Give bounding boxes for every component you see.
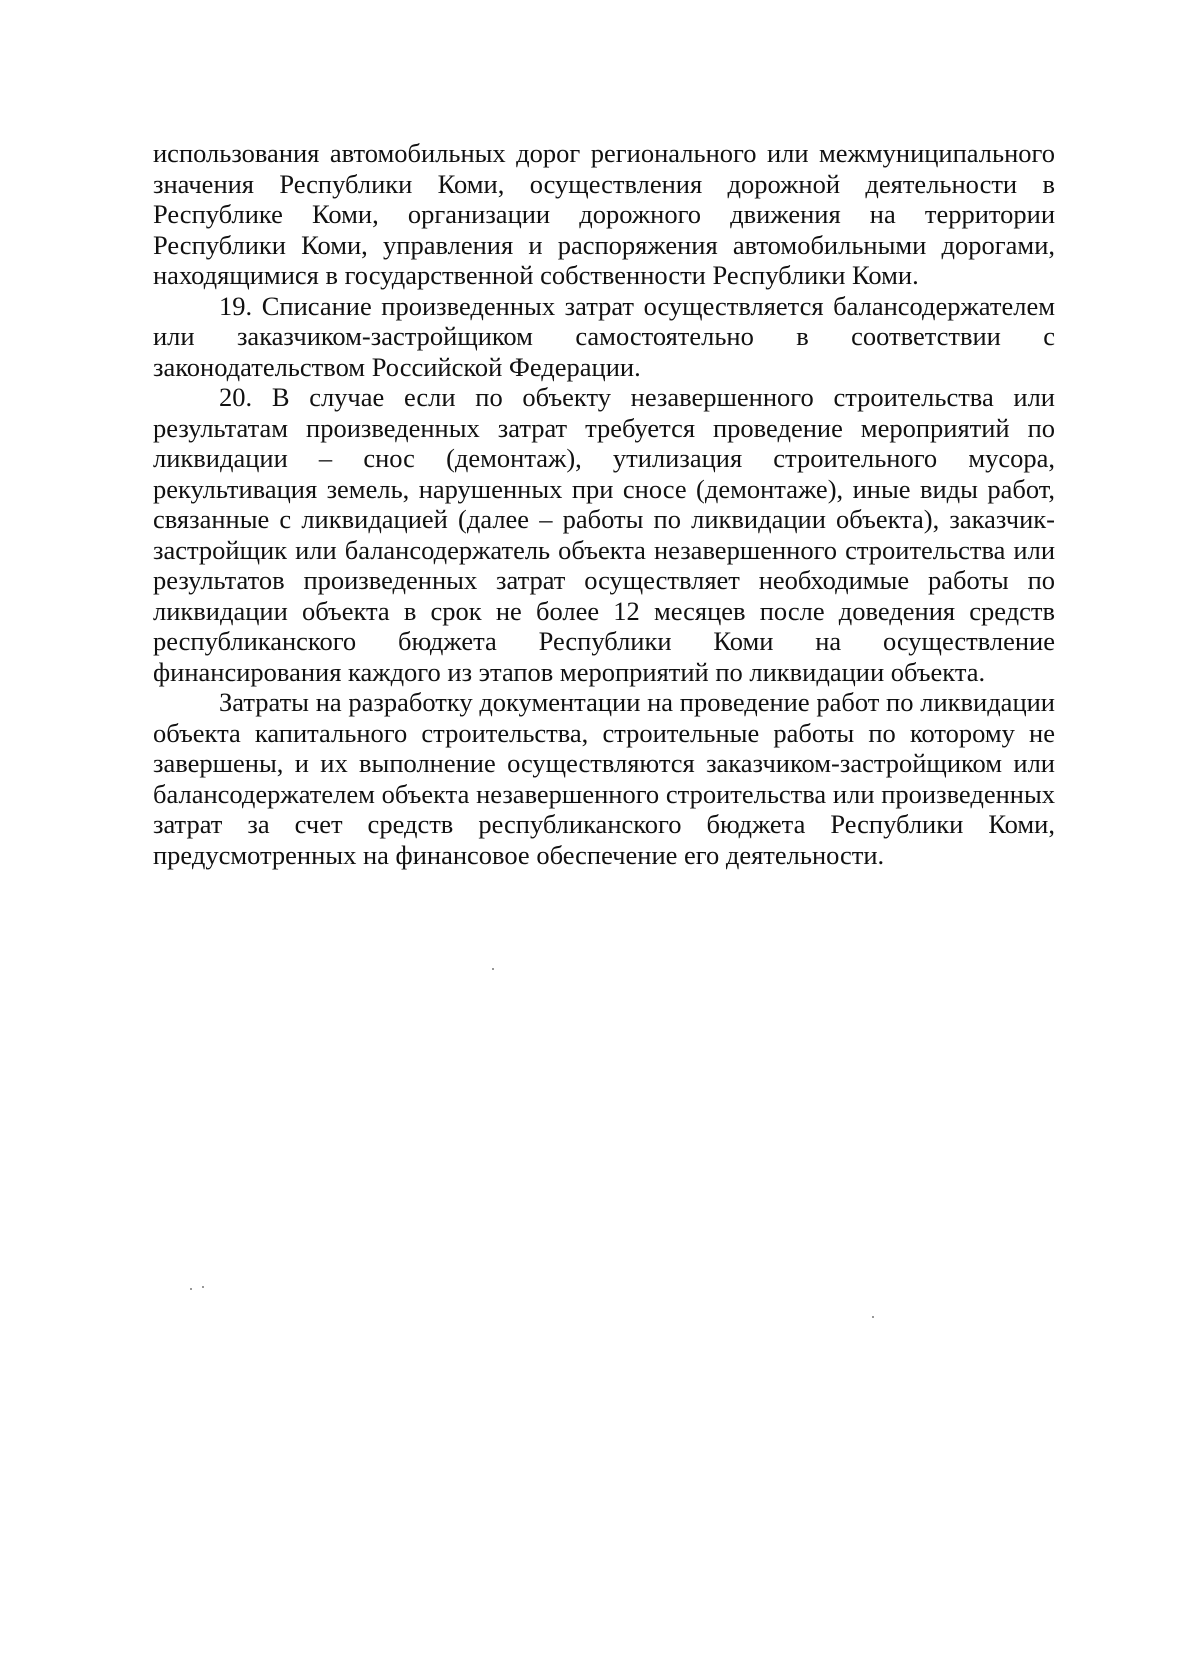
paragraph-item-19: 19. Списание произведенных затрат осуществляется балансодержателем или заказчиком-застройщиком самостоятельно в соответствии с законодательством Российской Федерации. (153, 290, 1055, 382)
scan-speck (492, 968, 494, 970)
document-body (153, 138, 1055, 870)
paragraph-item-20: 20. В случае если по объекту незавершенного строительства или результатам произведенных затрат требуется проведение мероприятий по ликвидации – снос (демонтаж), утилизация строительного мусора, рекультивация земель, нарушенных при сносе (демонтаже), иные виды работ, связанные с ликвидацией (далее – работы по ликвидации объекта), заказчик-застройщик или балансодержатель объекта незавершенного строительства или результатов произведенных затрат осуществляет необходимые работы по ликвидации объекта в срок не более 12 месяцев после доведения средств республиканского бюджета Республики Коми на осуществление финансирования каждого из этапов мероприятий по ликвидации объекта. (153, 382, 1055, 687)
paragraph-costs: Затраты на разработку документации на проведение работ по ликвидации объекта капитального строительства, строительные работы по которому не завершены, и их выполнение осуществляются заказчиком-застройщиком или балансодержателем объекта незавершенного строительства или произведенных затрат за счет средств республиканского бюджета Республики Коми, предусмотренных на финансовое обеспечение его деятельности. (153, 687, 1055, 870)
scan-speck (872, 1316, 874, 1318)
scan-speck (202, 1286, 204, 1288)
paragraph-continuation: использования автомобильных дорог регионального или межмуниципального значения Республики Коми, осуществления дорожной деятельности в Республике Коми, организации дорожного движения на территории Республики Коми, управления и распоряжения автомобильными дорогами, находящимися в государственной собственности Республики Коми. (153, 138, 1055, 290)
scan-speck (190, 1288, 192, 1290)
